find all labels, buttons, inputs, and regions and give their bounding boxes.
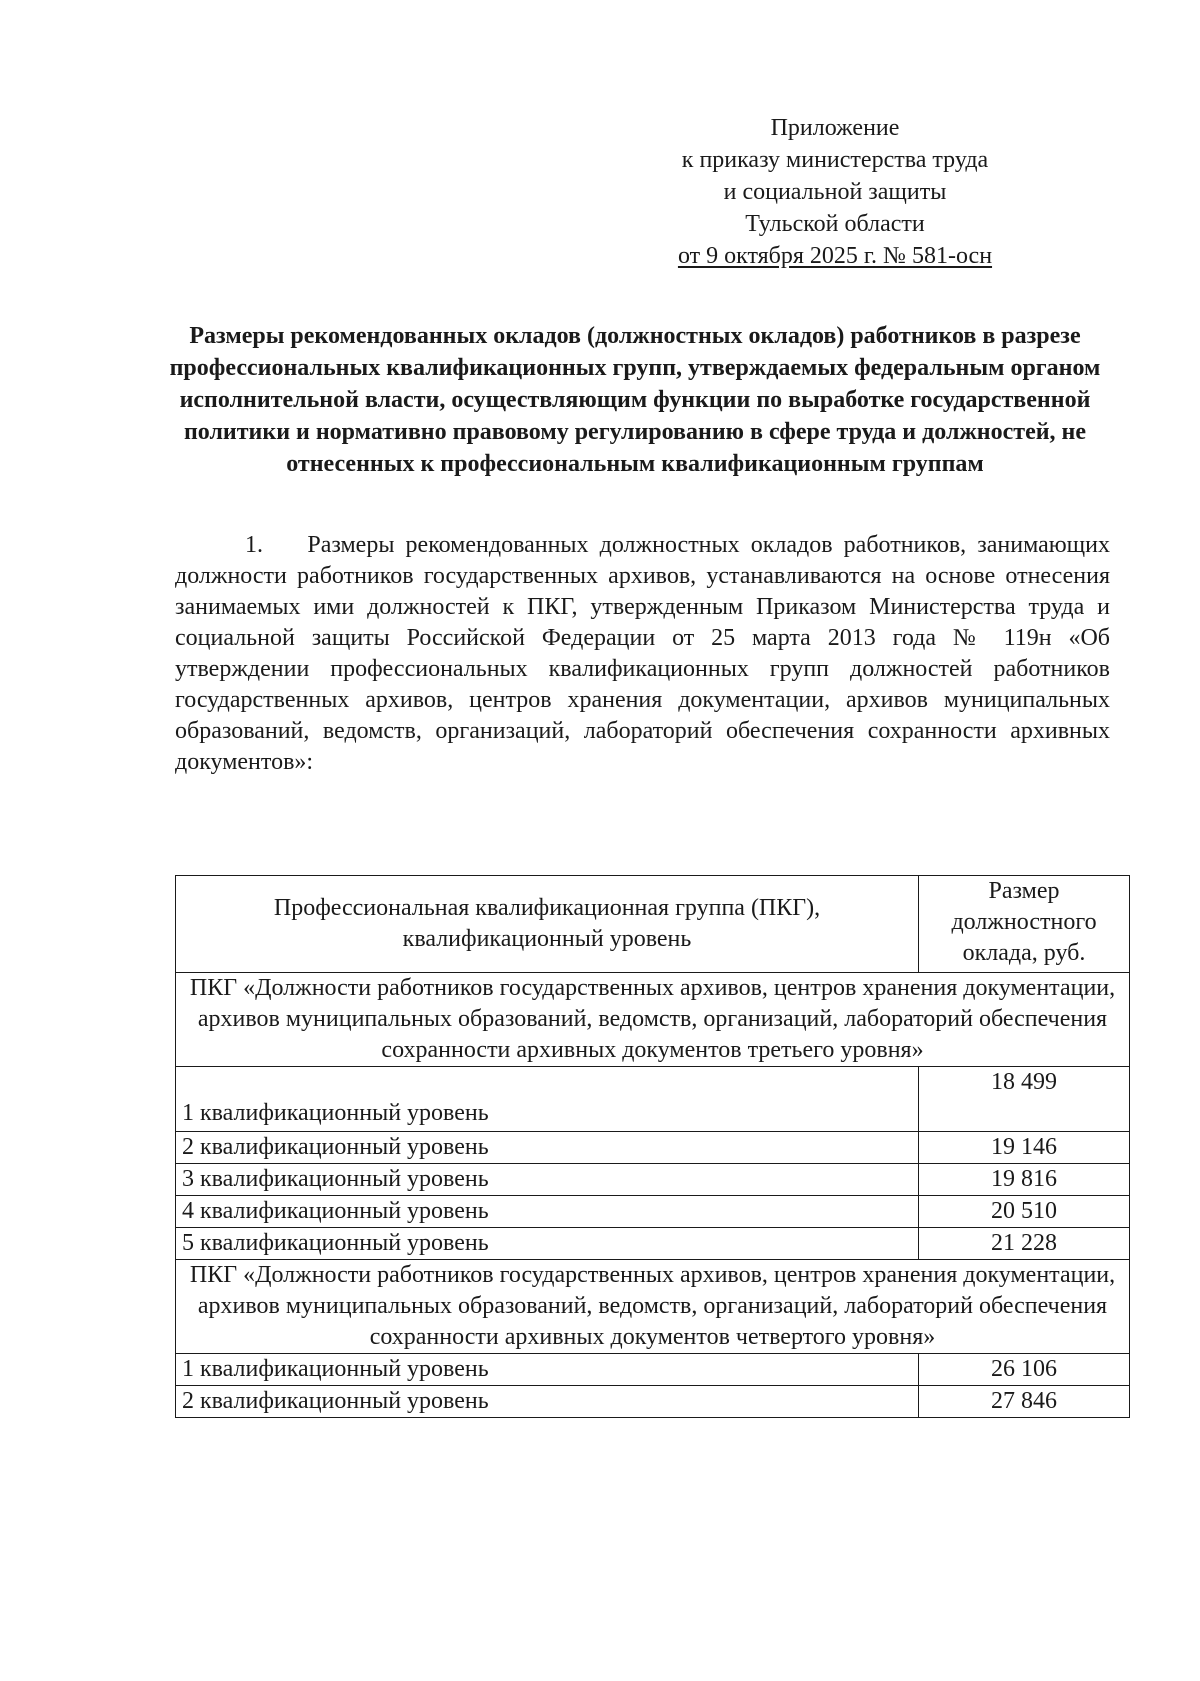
salary-cell: 26 106	[919, 1354, 1130, 1386]
level-cell: 4 квалификационный уровень	[176, 1196, 919, 1228]
document-title: Размеры рекомендованных окладов (должностных окладов) работников в разрезе профессиональных квалификационных групп, утверждаемых федеральным органом исполнительной власти, осуществляющим функции по выработке государственной политики и нормативно правовому регулированию в сфере труда и должностей, не отнесенных к профессиональным квалификационным группам	[169, 323, 1101, 477]
group-name: ПКГ «Должности работников государственных архивов, центров хранения документации, архивов муниципальных образований, ведомств, организаций, лабораторий обеспечения сохранности архивных документов четвертого уровня»	[176, 1260, 1130, 1354]
salary-cell: 18 499	[919, 1067, 1130, 1132]
salary-cell: 19 816	[919, 1164, 1130, 1196]
appendix-ministry: и социальной защиты	[723, 179, 947, 205]
table-row	[176, 1132, 1130, 1164]
appendix-region: Тульской области	[745, 211, 925, 237]
salary-cell: 20 510	[919, 1196, 1130, 1228]
table-row	[176, 1354, 1130, 1386]
table-row	[176, 1196, 1130, 1228]
table-row	[176, 1164, 1130, 1196]
level-cell: 2 квалификационный уровень	[176, 1132, 919, 1164]
level-cell: 1 квалификационный уровень	[176, 1067, 919, 1132]
appendix-order-date-number: от 9 октября 2025 г. № 581-осн	[677, 243, 993, 269]
salary-cell: 21 228	[919, 1228, 1130, 1260]
level-cell: 1 квалификационный уровень	[176, 1354, 919, 1386]
salary-table	[175, 875, 1130, 1418]
level-cell: 3 квалификационный уровень	[176, 1164, 919, 1196]
paragraph-1: 1. Размеры рекомендованных должностных окладов работников, занимающих должности работников государственных архивов, устанавливаются на основе отнесения занимаемых ими должностей к ПКГ, утвержденным Приказом Министерства труда и социальной защиты Российской Федерации от 25 марта 2013 года № 119н «Об утверждении профессиональных квалификационных групп должностей работников государственных архивов, центров хранения документации, архивов муниципальных образований, ведомств, организаций, лабораторий обеспечения сохранности архивных документов»:	[175, 532, 1110, 775]
salary-cell: 19 146	[919, 1132, 1130, 1164]
table-row	[176, 1228, 1130, 1260]
table-row	[176, 1386, 1130, 1418]
level-cell: 2 квалификационный уровень	[176, 1386, 919, 1418]
salary-cell: 27 846	[919, 1386, 1130, 1418]
group-row-fourth-level	[176, 1260, 1130, 1354]
appendix-title: Приложение	[770, 115, 900, 141]
group-name: ПКГ «Должности работников государственных архивов, центров хранения документации, архивов муниципальных образований, ведомств, организаций, лабораторий обеспечения сохранности архивных документов третьего уровня»	[176, 973, 1130, 1067]
group-row-third-level	[176, 973, 1130, 1067]
appendix-order-ref: к приказу министерства труда	[681, 147, 989, 173]
table-row	[176, 1067, 1130, 1132]
header-group-column: Профессиональная квалификационная группа (ПКГ), квалификационный уровень	[176, 876, 919, 973]
table-header-row	[176, 876, 1130, 973]
level-cell: 5 квалификационный уровень	[176, 1228, 919, 1260]
appendix-block	[660, 112, 1010, 272]
header-salary-column: Размер должностного оклада, руб.	[919, 876, 1130, 973]
